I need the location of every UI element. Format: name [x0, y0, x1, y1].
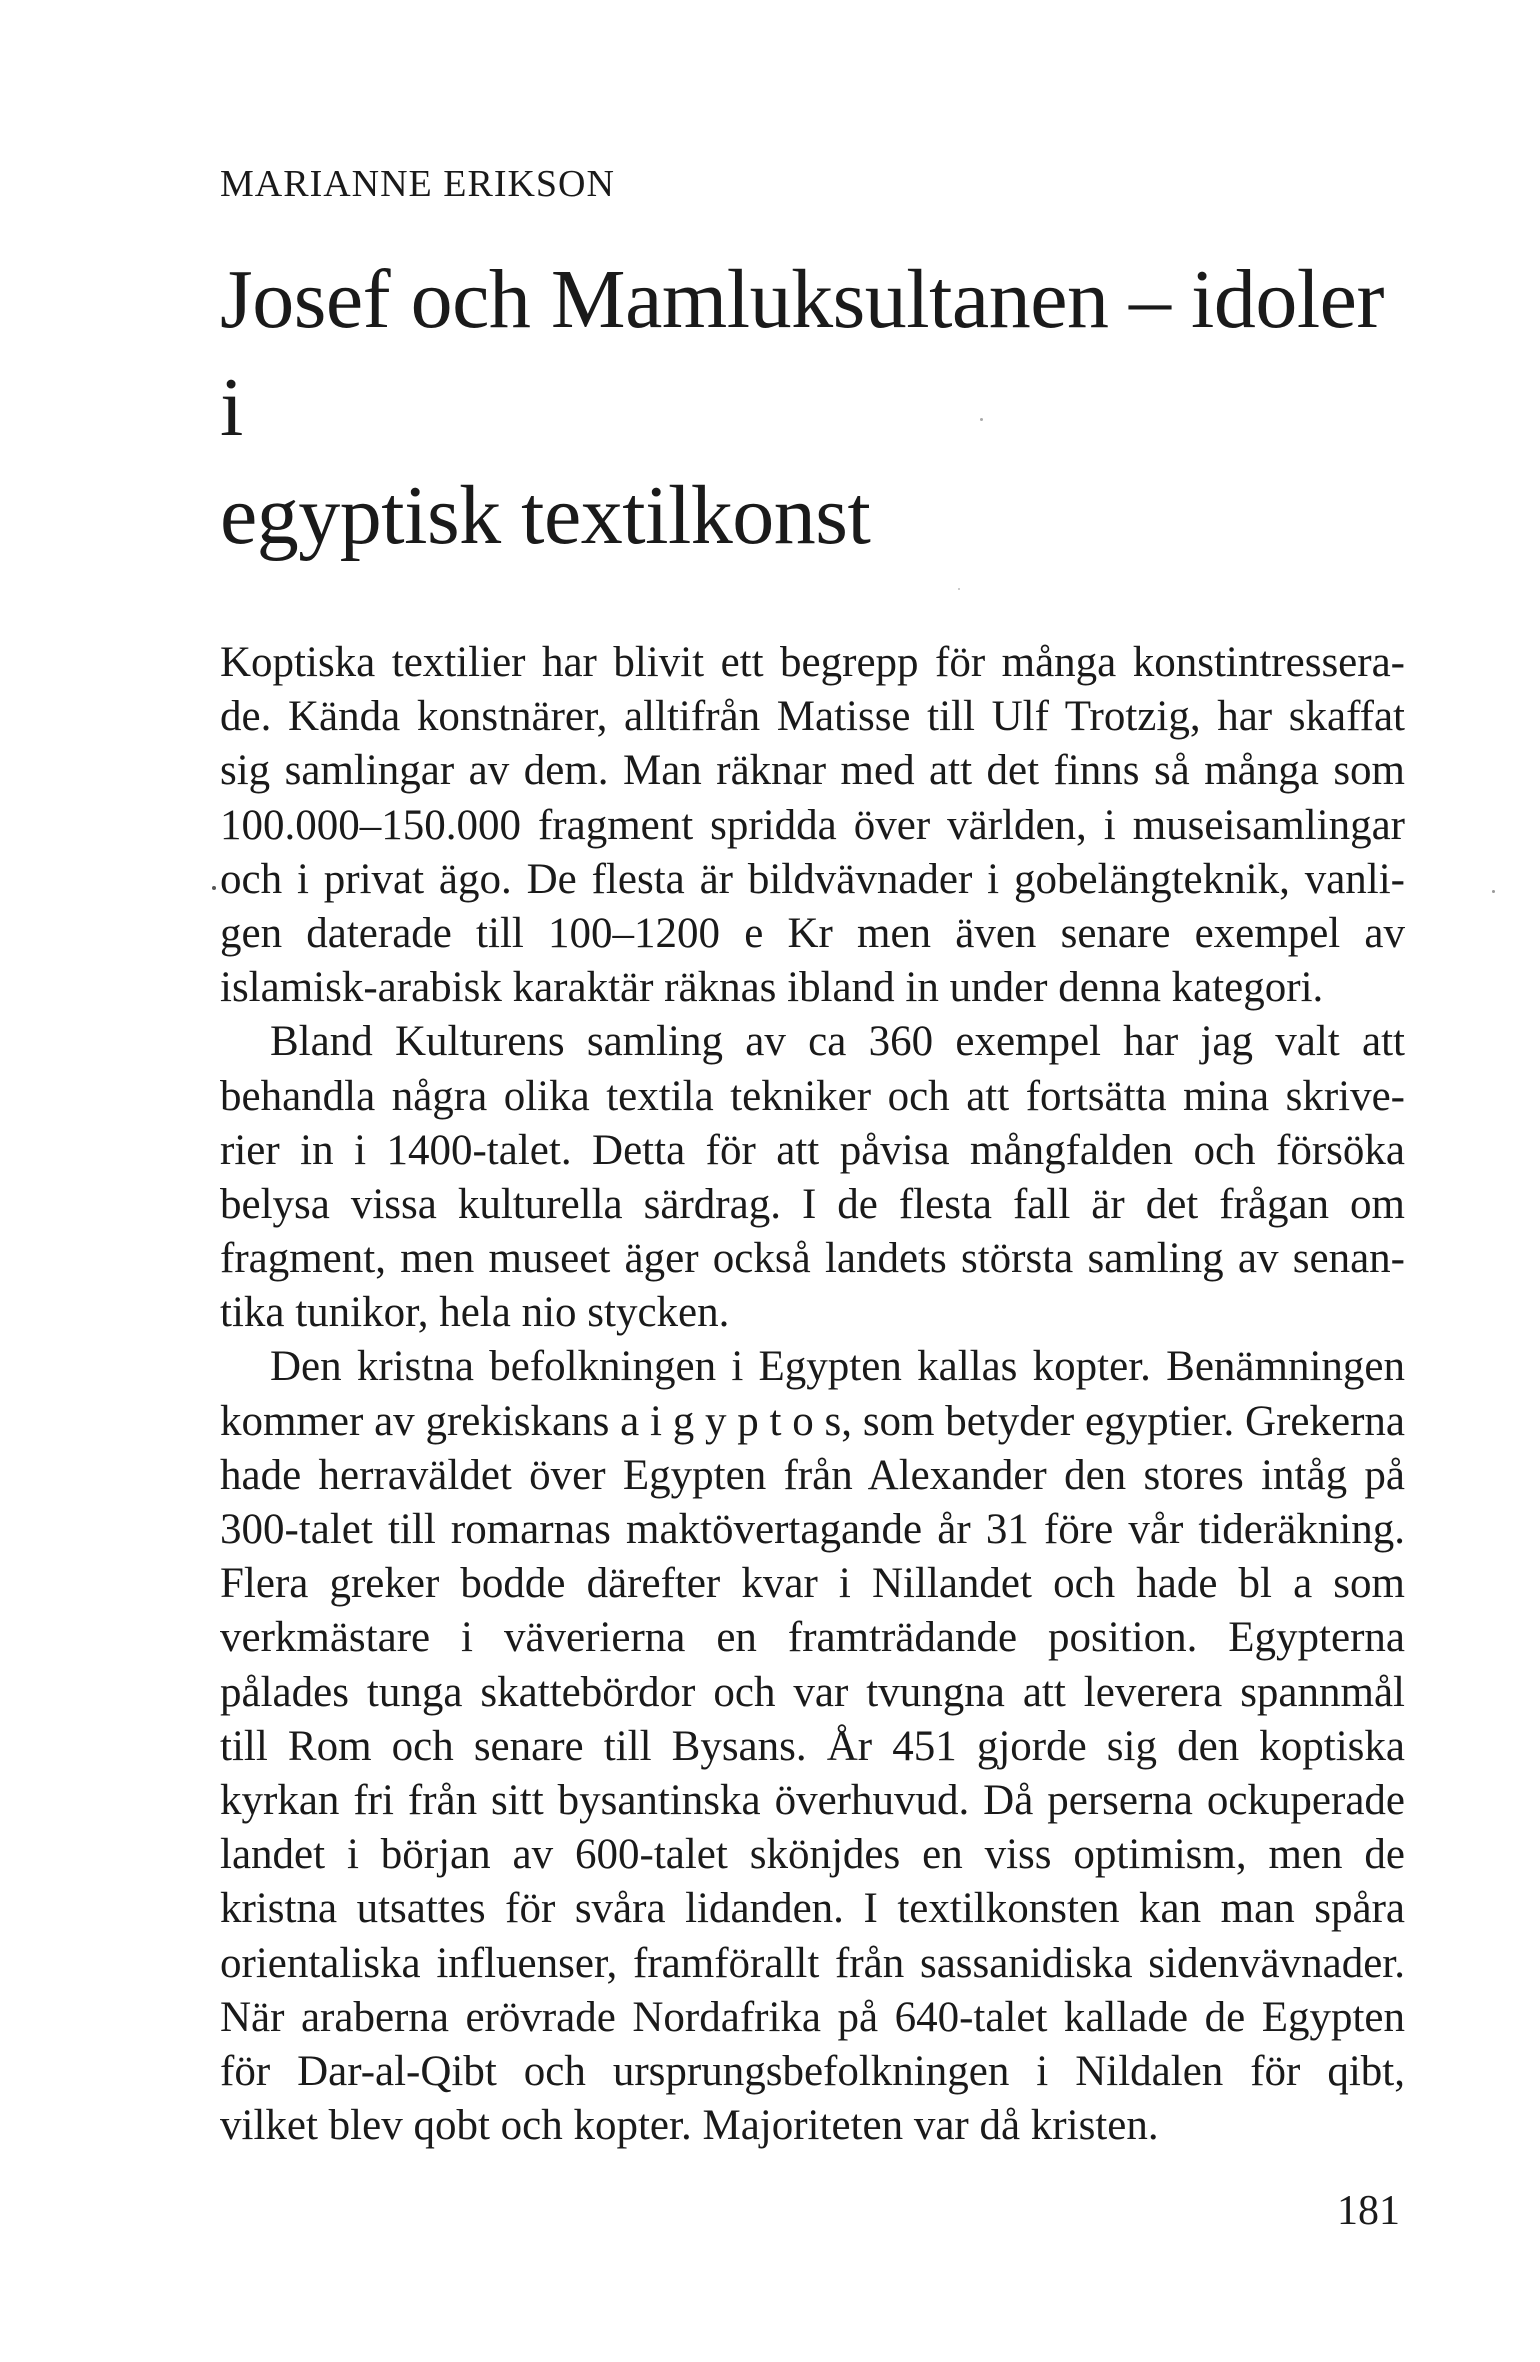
text-line: rier in i 1400-talet. Detta för att påvisa mångfalden och försöka — [220, 1126, 1405, 1174]
text-line: 100.000–150.000 fragment spridda över världen, i museisamlingar — [220, 801, 1405, 849]
body-text — [220, 636, 1405, 2153]
text-line: fragment, men museet äger också landets största samling av senan- — [220, 1235, 1405, 1283]
scan-speck — [212, 886, 216, 890]
text-line: Koptiska textilier har blivit ett begrepp för många konstintressera- — [220, 639, 1405, 686]
text-line: kyrkan fri från sitt bysantinska överhuvud. Då perserna ockuperade — [220, 1776, 1405, 1824]
text-line: och i privat ägo. De flesta är bildvävnader i gobelängteknik, vanli- — [220, 855, 1405, 903]
text-line: vilket blev qobt och kopter. Majoriteten var då kristen. — [220, 2102, 1159, 2150]
scan-speck — [980, 418, 983, 421]
text-line: orientaliska influenser, framförallt från sassanidiska sidenvävnader. — [220, 1939, 1405, 1987]
text-line: pålades tunga skattebördor och var tvungna att leverera spannmål — [220, 1668, 1405, 1716]
text-line: kommer av grekiskans a i g y p t o s, som betyder egyptier. Grekerna — [220, 1397, 1405, 1445]
text-line: belysa vissa kulturella särdrag. I de flesta fall är det frågan om — [220, 1180, 1405, 1228]
title-line: egyptisk textilkonst — [220, 469, 871, 562]
scan-speck — [958, 588, 960, 590]
title-line: Josef och Mamluksultanen – idoler i — [220, 253, 1384, 454]
text-line: tika tunikor, hela nio stycken. — [220, 1289, 730, 1337]
text-line: Flera greker bodde därefter kvar i Nillandet och hade bl a som — [220, 1560, 1405, 1608]
text-line: Den kristna befolkningen i Egypten kallas kopter. Benämningen — [270, 1343, 1405, 1391]
text-line: Bland Kulturens samling av ca 360 exempel har jag valt att — [270, 1018, 1405, 1066]
text-line: 300-talet till romarnas maktövertagande år 31 före vår tideräkning. — [220, 1506, 1405, 1553]
text-line: behandla några olika textila tekniker och att fortsätta mina skrive- — [220, 1072, 1405, 1120]
article-title — [220, 246, 1420, 570]
text-line: till Rom och senare till Bysans. År 451 gjorde sig den koptiska — [220, 1722, 1405, 1770]
text-line: När araberna erövrade Nordafrika på 640-talet kallade de Egypten — [220, 1993, 1405, 2041]
text-line: för Dar-al-Qibt och ursprungsbefolkningen i Nildalen för qibt, — [220, 2047, 1405, 2095]
author-name: MARIANNE ERIKSON — [220, 163, 615, 205]
text-line: de. Kända konstnärer, alltifrån Matisse till Ulf Trotzig, har skaffat — [220, 693, 1405, 741]
page-number: 181 — [1337, 2188, 1400, 2234]
text-line: kristna utsattes för svåra lidanden. I textilkonsten kan man spåra — [220, 1885, 1405, 1933]
text-line: sig samlingar av dem. Man räknar med att det finns så många som — [220, 747, 1405, 795]
text-line: gen daterade till 100–1200 e Kr men även senare exempel av — [220, 909, 1405, 957]
text-line: islamisk-arabisk karaktär räknas ibland in under denna kategori. — [220, 964, 1324, 1012]
text-line: verkmästare i väverierna en framträdande position. Egypterna — [220, 1614, 1405, 1662]
text-line: hade herraväldet över Egypten från Alexander den stores intåg på — [220, 1451, 1405, 1499]
scan-speck — [1492, 890, 1495, 893]
text-line: landet i början av 600-talet skönjdes en viss optimism, men de — [220, 1831, 1405, 1879]
